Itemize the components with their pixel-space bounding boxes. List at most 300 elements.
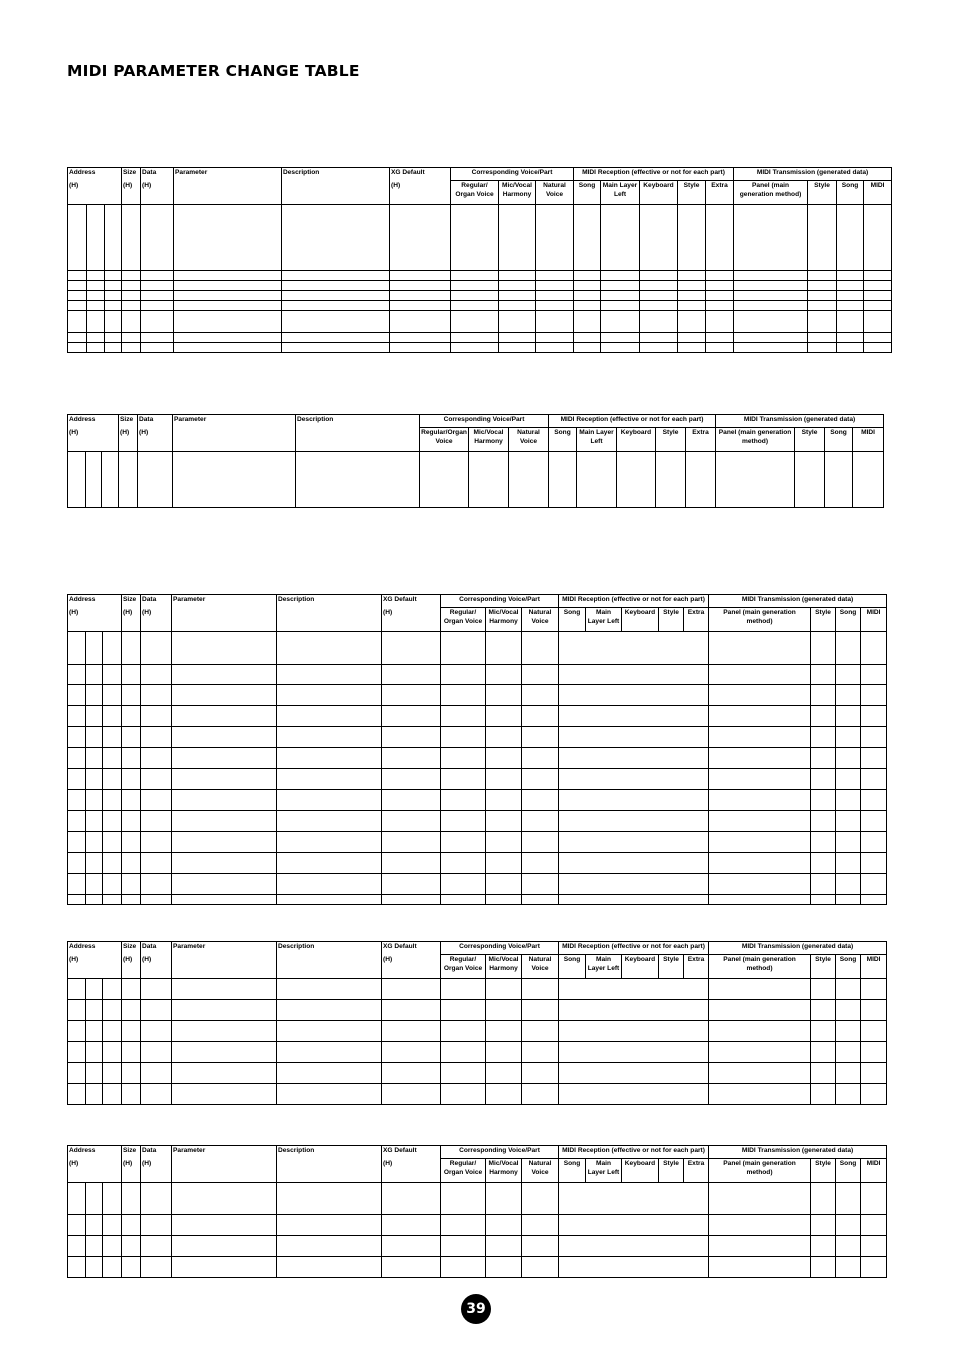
parameter-header: Parameter [172,1146,277,1183]
table-cell [105,311,122,333]
table-cell [87,271,105,281]
table-cell [499,311,536,333]
panel-header: Panel (main generation method) [734,181,808,205]
table-cell [172,706,277,727]
table-cell [172,769,277,790]
table-cell [172,874,277,895]
table-cell [811,811,836,832]
table-cell [172,895,277,905]
table-row [68,832,887,853]
table-cell [68,1084,86,1105]
table-cell [811,874,836,895]
table-row [68,1021,887,1042]
table-cell [864,281,892,291]
table-cell [864,271,892,281]
table-cell [451,281,499,291]
table-cell [640,333,678,343]
table-cell [68,1042,86,1063]
table-cell [277,1042,382,1063]
table-cell [451,271,499,281]
table-cell [734,271,808,281]
table-cell [486,632,522,665]
table-cell [706,205,734,271]
table-cell [68,874,86,895]
table-cell [277,632,382,665]
table-cell [706,311,734,333]
table-cell [451,291,499,301]
midi-header: MIDI [864,181,892,205]
table-cell [68,333,87,343]
table-cell [122,1042,141,1063]
description-header: Description [282,168,390,205]
table-cell [282,343,390,353]
table-cell [837,301,864,311]
table-cell [808,333,837,343]
table-cell [486,1236,522,1257]
table-cell [141,832,172,853]
transmission-song-header: Song [825,428,853,452]
table-cell [836,1021,861,1042]
table-cell [174,291,282,301]
table-cell [141,665,172,685]
table-cell [574,343,601,353]
table-cell [559,1021,709,1042]
table-cell [122,343,141,353]
table-cell [68,811,86,832]
transmission-song-header: Song [836,608,861,632]
table-row [68,874,887,895]
table-cell [141,874,172,895]
table-cell [390,311,451,333]
table-cell [811,1236,836,1257]
table-cell [68,706,86,727]
corresponding-voice-header: Corresponding Voice/Part [441,942,559,955]
table-cell [559,632,709,665]
table-cell [141,790,172,811]
table-cell [103,1236,122,1257]
size-unit: (H) [122,181,141,205]
table-cell [836,1183,861,1215]
table-cell [277,685,382,706]
table-cell [836,769,861,790]
reception-song-header: Song [559,955,586,979]
table-row [68,895,887,905]
table-cell [486,1042,522,1063]
table-cell [559,1236,709,1257]
address-header: Address [68,1146,122,1159]
table-cell [86,452,102,508]
xg-default-header: XG Default [382,942,441,955]
table-cell [441,853,486,874]
table-cell [734,205,808,271]
table-cell [382,1084,441,1105]
midi-transmission-header: MIDI Transmission (generated data) [734,168,892,181]
reception-song-header: Song [559,1159,586,1183]
regular-organ-voice-header: Regular/ Organ Voice [451,181,499,205]
table-cell [122,874,141,895]
table-cell [105,205,122,271]
table-cell [105,333,122,343]
table-row [68,979,887,1000]
table-cell [141,311,174,333]
table-cell [861,895,887,905]
table-cell [836,1236,861,1257]
table-cell [277,979,382,1000]
table-cell [709,1236,811,1257]
table-cell [709,1021,811,1042]
table-cell [864,333,892,343]
table-cell [836,632,861,665]
table-5 [67,1145,887,1278]
keyboard-header: Keyboard [640,181,678,205]
extra-header: Extra [686,428,716,452]
table-cell [861,853,887,874]
table-cell [103,1000,122,1021]
table-cell [709,1063,811,1084]
table-cell [277,727,382,748]
table-cell [382,685,441,706]
table-cell [734,333,808,343]
table-cell [861,727,887,748]
table-cell [68,632,86,665]
address-unit: (H) [68,608,122,632]
table-cell [172,811,277,832]
data-header: Data [141,1146,172,1159]
keyboard-header: Keyboard [622,955,659,979]
table-cell [486,665,522,685]
corresponding-voice-header: Corresponding Voice/Part [441,1146,559,1159]
table-cell [382,632,441,665]
table-cell [861,1236,887,1257]
table-row [68,1063,887,1084]
mic-vocal-harmony-header: Mic/Vocal Harmony [469,428,509,452]
table-cell [86,706,103,727]
table-cell [103,685,122,706]
table-cell [87,343,105,353]
table-cell [382,832,441,853]
parameter-header: Parameter [174,168,282,205]
table-cell [486,832,522,853]
table-cell [122,1257,141,1278]
table-cell [811,769,836,790]
description-header: Description [277,1146,382,1183]
table-cell [141,1000,172,1021]
table-cell [536,291,574,301]
table-cell [499,281,536,291]
table-cell [122,853,141,874]
table-cell [709,748,811,769]
midi-transmission-header: MIDI Transmission (generated data) [709,1146,887,1159]
table-cell [68,311,87,333]
table-cell [174,301,282,311]
table-cell [864,205,892,271]
table-cell [86,1257,103,1278]
table-cell [441,727,486,748]
table-cell [87,291,105,301]
table-cell [172,1021,277,1042]
data-unit: (H) [141,955,172,979]
table-cell [709,811,811,832]
table-cell [390,343,451,353]
table-cell [706,343,734,353]
xg-default-unit: (H) [382,608,441,632]
transmission-style-header: Style [808,181,837,205]
table-cell [277,874,382,895]
table-cell [122,271,141,281]
table-cell [277,665,382,685]
table-cell [536,205,574,271]
table-cell [861,1063,887,1084]
table-row [68,343,892,353]
table-cell [68,1257,86,1278]
table-cell [277,1021,382,1042]
xg-default-header: XG Default [382,595,441,608]
table-cell [836,1042,861,1063]
table-cell [282,281,390,291]
table-cell [141,632,172,665]
table-cell [174,205,282,271]
address-unit: (H) [68,955,122,979]
table-cell [441,1183,486,1215]
table-row [68,311,892,333]
table-cell [808,281,837,291]
table-cell [441,1257,486,1278]
table-cell [277,1063,382,1084]
table-cell [864,343,892,353]
table-cell [441,748,486,769]
table-cell [68,205,87,271]
page-title: MIDI PARAMETER CHANGE TABLE [67,62,360,80]
table-row [68,205,892,271]
table-cell [172,685,277,706]
table-cell [522,1021,559,1042]
size-unit: (H) [122,1159,141,1183]
table-cell [836,811,861,832]
table-cell [709,832,811,853]
table-cell [141,748,172,769]
table-cell [68,1000,86,1021]
table-cell [103,1183,122,1215]
table-cell [86,685,103,706]
keyboard-header: Keyboard [617,428,656,452]
table-cell [861,706,887,727]
natural-voice-header: Natural Voice [522,608,559,632]
mic-vocal-harmony-header: Mic/Vocal Harmony [486,608,522,632]
table-cell [559,979,709,1000]
table-cell [836,727,861,748]
table-cell [102,452,119,508]
table-cell [68,1215,86,1236]
table-cell [122,811,141,832]
data-unit: (H) [141,608,172,632]
table-cell [105,291,122,301]
corresponding-voice-header: Corresponding Voice/Part [420,415,549,428]
table-cell [68,685,86,706]
table-cell [486,790,522,811]
table-cell [103,706,122,727]
table-cell [861,1042,887,1063]
table-cell [122,1000,141,1021]
size-header: Size [122,168,141,181]
table-cell [861,1021,887,1042]
table-cell [861,748,887,769]
table-cell [499,301,536,311]
table-cell [141,1063,172,1084]
table-cell [486,853,522,874]
table-cell [282,301,390,311]
table-cell [861,874,887,895]
page-number-badge: 39 [461,1294,491,1324]
table-cell [861,790,887,811]
table-cell [141,1236,172,1257]
table-row [68,281,892,291]
table-cell [861,1257,887,1278]
table-cell [122,1183,141,1215]
table-row [68,1042,887,1063]
table-row [68,1084,887,1105]
parameter-header: Parameter [172,595,277,632]
transmission-style-header: Style [795,428,825,452]
data-unit: (H) [141,181,174,205]
table-cell [122,790,141,811]
table-cell [277,1183,382,1215]
table-cell [122,205,141,271]
table-cell [559,1063,709,1084]
table-cell [837,311,864,333]
table-cell [277,1215,382,1236]
table-cell [172,1084,277,1105]
table-cell [861,1000,887,1021]
table-cell [678,271,706,281]
midi-header: MIDI [861,955,887,979]
table-cell [509,452,549,508]
table-cell [68,1183,86,1215]
table-cell [811,748,836,769]
table-cell [103,1257,122,1278]
table-cell [559,1183,709,1215]
parameter-header: Parameter [172,942,277,979]
data-header: Data [141,942,172,955]
xg-default-unit: (H) [382,955,441,979]
table-cell [141,1042,172,1063]
keyboard-header: Keyboard [622,1159,659,1183]
table-cell [103,832,122,853]
data-unit: (H) [138,428,173,452]
table-cell [709,1084,811,1105]
table-cell [86,1215,103,1236]
table-cell [811,727,836,748]
midi-reception-header: MIDI Reception (effective or not for each part) [559,1146,709,1159]
table-cell [382,1021,441,1042]
table-cell [469,452,509,508]
table-cell [382,1000,441,1021]
table-cell [174,333,282,343]
address-unit: (H) [68,1159,122,1183]
table-cell [122,333,141,343]
table-cell [734,311,808,333]
size-header: Size [119,415,138,428]
table-cell [441,1042,486,1063]
table-cell [277,895,382,905]
table-cell [86,832,103,853]
table-cell [282,271,390,281]
corresponding-voice-header: Corresponding Voice/Part [451,168,574,181]
table-cell [811,1000,836,1021]
table-cell [103,790,122,811]
table-cell [441,665,486,685]
table-cell [559,832,709,853]
table-cell [103,1063,122,1084]
size-unit: (H) [122,608,141,632]
extra-header: Extra [706,181,734,205]
table-cell [811,665,836,685]
table-cell [277,790,382,811]
table-cell [451,333,499,343]
table-cell [122,706,141,727]
reception-style-header: Style [659,955,684,979]
midi-reception-header: MIDI Reception (effective or not for each part) [574,168,734,181]
table-cell [861,665,887,685]
table-cell [522,853,559,874]
table-cell [522,1000,559,1021]
table-cell [382,1236,441,1257]
data-header: Data [141,168,174,181]
reception-style-header: Style [659,608,684,632]
table-cell [837,291,864,301]
midi-transmission-header: MIDI Transmission (generated data) [709,595,887,608]
table-cell [141,333,174,343]
table-cell [808,205,837,271]
table-cell [864,291,892,301]
table-cell [86,1084,103,1105]
table-cell [87,333,105,343]
reception-song-header: Song [559,608,586,632]
table-cell [522,1215,559,1236]
table-cell [277,1236,382,1257]
table-cell [559,769,709,790]
table-cell [296,452,420,508]
table-cell [68,895,86,905]
table-cell [86,979,103,1000]
table-cell [574,333,601,343]
table-cell [86,769,103,790]
table-cell [382,727,441,748]
table-cell [141,1257,172,1278]
table-cell [861,1084,887,1105]
address-header: Address [68,168,122,181]
table-cell [441,632,486,665]
table-cell [86,665,103,685]
table-cell [390,205,451,271]
table-cell [141,343,174,353]
table-cell [808,271,837,281]
table-cell [277,832,382,853]
address-header: Address [68,415,119,428]
table-cell [122,1021,141,1042]
table-cell [103,895,122,905]
table-cell [141,685,172,706]
table-cell [734,343,808,353]
table-cell [441,979,486,1000]
extra-header: Extra [684,608,709,632]
table-cell [706,291,734,301]
table-cell [640,311,678,333]
reception-song-header: Song [549,428,577,452]
table-cell [861,1183,887,1215]
table-cell [861,811,887,832]
transmission-style-header: Style [811,955,836,979]
keyboard-header: Keyboard [622,608,659,632]
